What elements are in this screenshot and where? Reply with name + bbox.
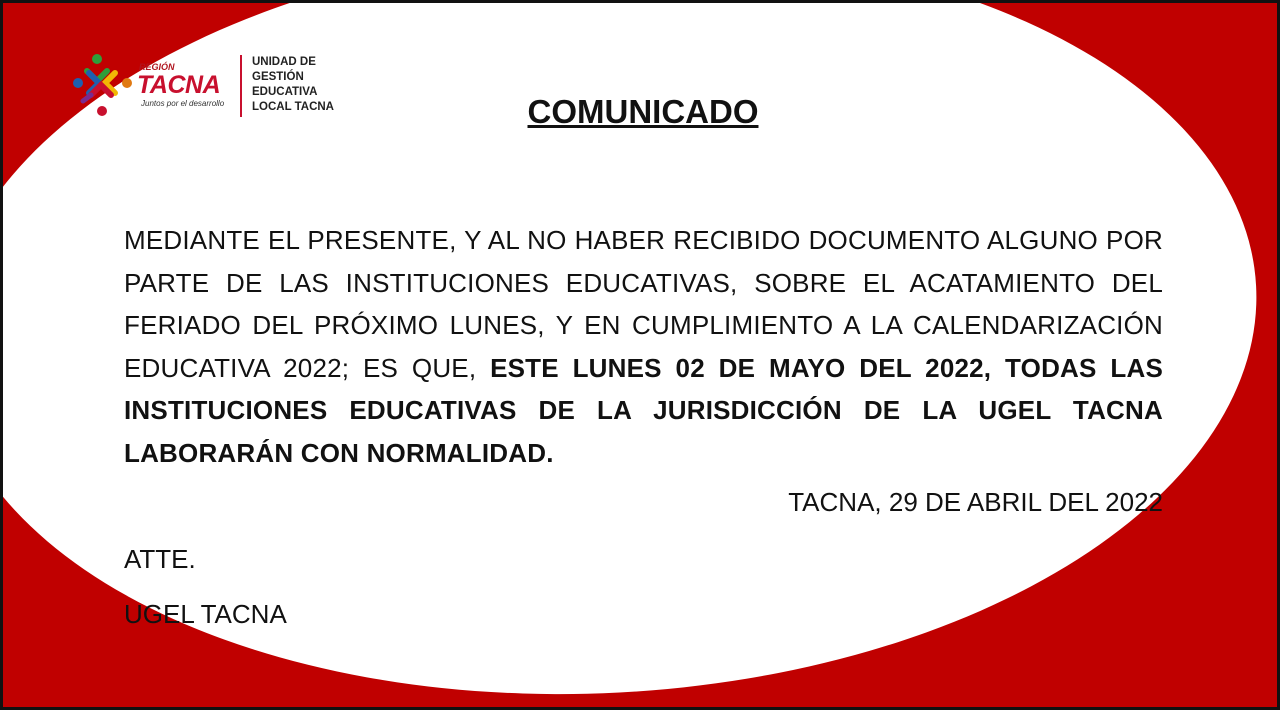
logo-region-label: REGIÓN xyxy=(139,62,175,72)
notice-body xyxy=(124,219,1163,474)
logo-slogan: Juntos por el desarrollo xyxy=(141,99,225,108)
date-line: TACNA, 29 DE ABRIL DEL 2022 xyxy=(788,487,1163,517)
signature: UGEL TACNA xyxy=(124,599,287,629)
logo-name: TACNA xyxy=(137,71,221,99)
notice-body-bold: ESTE LUNES 02 DE MAYO DEL 2022, TODAS LAS INSTITUCIONES EDUCATIVAS DE LA JURISDICCIÓN DE LA UGEL TACNA LABORARÁN CON NORMALIDAD. xyxy=(124,352,1163,468)
logo-unit-line: UNIDAD DE xyxy=(252,56,316,68)
notice-title: COMUNICADO xyxy=(527,93,759,130)
logo-unit-line: GESTIÓN xyxy=(252,71,304,83)
logo-unit-line: LOCAL TACNA xyxy=(252,101,334,113)
notice-body-regular: MEDIANTE EL PRESENTE, Y AL NO HABER RECIBIDO DOCUMENTO ALGUNO POR PARTE DE LAS INSTITUCIONES EDUCATIVAS, SOBRE EL ACATAMIENTO DEL FERIADO DEL PRÓXIMO LUNES, Y EN CUMPLIMIENTO A LA CALENDARIZACIÓN EDUCATIVA 2022; ES QUE, xyxy=(124,225,1163,383)
closing-text: ATTE. xyxy=(124,544,196,574)
logo-unit-line: EDUCATIVA xyxy=(252,86,318,98)
